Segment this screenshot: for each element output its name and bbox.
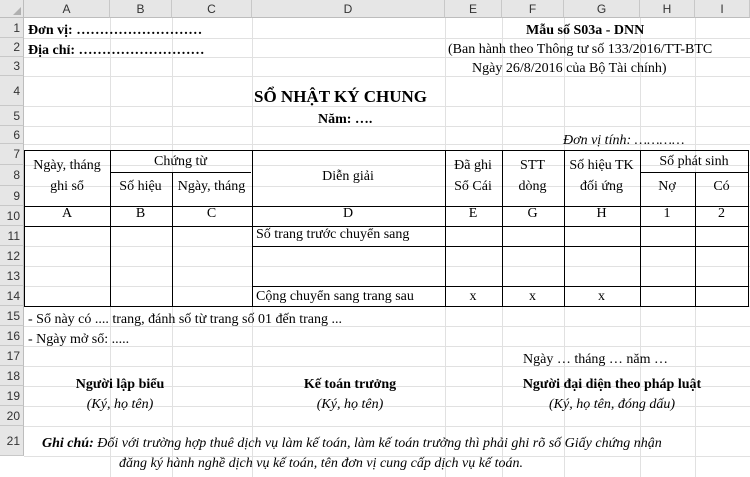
row-header-6[interactable]: 6 <box>0 126 24 144</box>
table-border <box>252 246 749 247</box>
table-border <box>110 150 111 307</box>
row-header-9[interactable]: 9 <box>0 186 24 206</box>
row-header-4[interactable]: 4 <box>0 76 24 106</box>
column-header-g[interactable]: G <box>564 0 640 18</box>
ghi-chu-text-1: Đối với trường hợp thuê dịch vụ làm kế toán, làm kế toán trưởng thì phải ghi rõ số Giấy chứng nhận <box>93 436 662 451</box>
gridline-row <box>24 266 750 267</box>
row-header-11[interactable]: 11 <box>0 226 24 246</box>
col-stt: STT <box>520 158 545 173</box>
row-header-18[interactable]: 18 <box>0 366 24 386</box>
table-border <box>110 172 251 173</box>
col-co: Có <box>713 179 730 194</box>
note-ngay-mo-so: - Ngày mở sổ: ..... <box>28 332 130 347</box>
col-so-hieu: Số hiệu <box>119 179 162 194</box>
row-cong-chuyen-sang: Cộng chuyển sang trang sau <box>256 289 414 304</box>
sig-ke-toan-truong: Kế toán trưởng <box>303 377 397 392</box>
column-header-i[interactable]: I <box>695 0 750 18</box>
row-header-7[interactable]: 7 <box>0 144 24 165</box>
table-border <box>252 286 749 287</box>
code-b: B <box>135 206 146 221</box>
column-header-a[interactable]: A <box>24 0 110 18</box>
date-line: Ngày … tháng … năm … <box>523 352 669 367</box>
select-all-corner[interactable] <box>0 0 24 18</box>
row-header-10[interactable]: 10 <box>0 206 24 226</box>
column-header-f[interactable]: F <box>502 0 564 18</box>
code-d: D <box>342 206 354 221</box>
row-header-8[interactable]: 8 <box>0 165 24 186</box>
col-dong: dòng <box>518 179 547 194</box>
col-ngay-thang: Ngày, tháng <box>177 179 246 194</box>
col-so-cai: Sổ Cái <box>454 179 492 194</box>
note-so-trang: - Sổ này có .... trang, đánh số từ trang số 01 đến trang ... <box>28 312 342 327</box>
row-header-17[interactable]: 17 <box>0 346 24 366</box>
ban-hanh-line-2: Ngày 26/8/2016 của Bộ Tài chính) <box>472 61 667 76</box>
code-e: E <box>468 206 478 221</box>
col-doi-ung: đối ứng <box>580 179 623 194</box>
table-border <box>748 150 749 307</box>
ghi-chu-line-1 <box>42 436 662 452</box>
dia-chi-label: Địa chỉ: ……………………… <box>28 43 205 58</box>
table-border <box>640 150 641 307</box>
column-header-e[interactable]: E <box>445 0 502 18</box>
unit-label: Đơn vị tính: ………… <box>563 133 685 148</box>
row-header-3[interactable]: 3 <box>0 57 24 76</box>
page-title: SỔ NHẬT KÝ CHUNG <box>254 87 428 106</box>
col-da-ghi: Đã ghi <box>454 158 492 173</box>
x-da-ghi: x <box>469 289 477 304</box>
gridline-row <box>24 126 750 127</box>
row-header-21[interactable]: 21 <box>0 426 24 456</box>
row-header-13[interactable]: 13 <box>0 266 24 286</box>
col-ngay-thang-ghi-so: Ngày, tháng <box>33 158 101 173</box>
code-c: C <box>206 206 217 221</box>
code-a: A <box>61 206 73 221</box>
col-so-hieu-tk: Số hiệu TK <box>569 158 634 173</box>
row-header-2[interactable]: 2 <box>0 38 24 57</box>
col-dien-giai: Diễn giải <box>322 169 374 184</box>
code-2: 2 <box>718 206 725 221</box>
code-h: H <box>596 206 607 221</box>
ghi-chu-label: Ghi chú: <box>42 436 94 451</box>
ghi-chu-line-2: đăng ký hành nghề dịch vụ kế toán, tên đơn vị cung cấp dịch vụ kế toán. <box>119 456 524 471</box>
ban-hanh-line-1: (Ban hành theo Thông tư số 133/2016/TT-BTC <box>448 42 713 57</box>
column-header-c[interactable]: C <box>172 0 252 18</box>
row-header-20[interactable]: 20 <box>0 406 24 426</box>
sig-nguoi-lap-bieu-sub: (Ký, họ tên) <box>86 397 154 412</box>
year-label: Năm: …. <box>318 112 373 127</box>
x-so-hieu-tk: x <box>598 289 605 304</box>
sig-dai-dien: Người đại diện theo pháp luật <box>522 377 702 392</box>
col-no: Nợ <box>658 179 676 194</box>
row-header-5[interactable]: 5 <box>0 106 24 126</box>
row-header-15[interactable]: 15 <box>0 306 24 326</box>
mau-so-label: Mẫu số S03a - DNN <box>526 23 645 38</box>
row-header-12[interactable]: 12 <box>0 246 24 266</box>
column-header-h[interactable]: H <box>640 0 695 18</box>
col-so-phat-sinh: Số phát sinh <box>659 154 729 169</box>
row-header-19[interactable]: 19 <box>0 386 24 406</box>
gridline-row <box>24 426 750 427</box>
row-header-14[interactable]: 14 <box>0 286 24 306</box>
x-stt: x <box>529 289 536 304</box>
don-vi-label: Đơn vị: ……………………… <box>28 23 203 38</box>
code-1: 1 <box>663 206 671 221</box>
row-header-1[interactable]: 1 <box>0 18 24 38</box>
gridline-row <box>24 346 750 347</box>
sig-dai-dien-sub: (Ký, họ tên, đóng dấu) <box>549 397 675 412</box>
code-g: G <box>527 206 538 221</box>
sig-nguoi-lap-bieu: Người lập biểu <box>75 377 165 392</box>
column-header-b[interactable]: B <box>110 0 172 18</box>
row-so-trang-truoc: Số trang trước chuyển sang <box>256 227 410 242</box>
column-header-d[interactable]: D <box>252 0 445 18</box>
col-chung-tu: Chứng từ <box>154 154 207 169</box>
sig-ke-toan-truong-sub: (Ký, họ tên) <box>316 397 384 412</box>
col-ghi-so: ghi sổ <box>50 179 84 194</box>
row-header-16[interactable]: 16 <box>0 326 24 346</box>
